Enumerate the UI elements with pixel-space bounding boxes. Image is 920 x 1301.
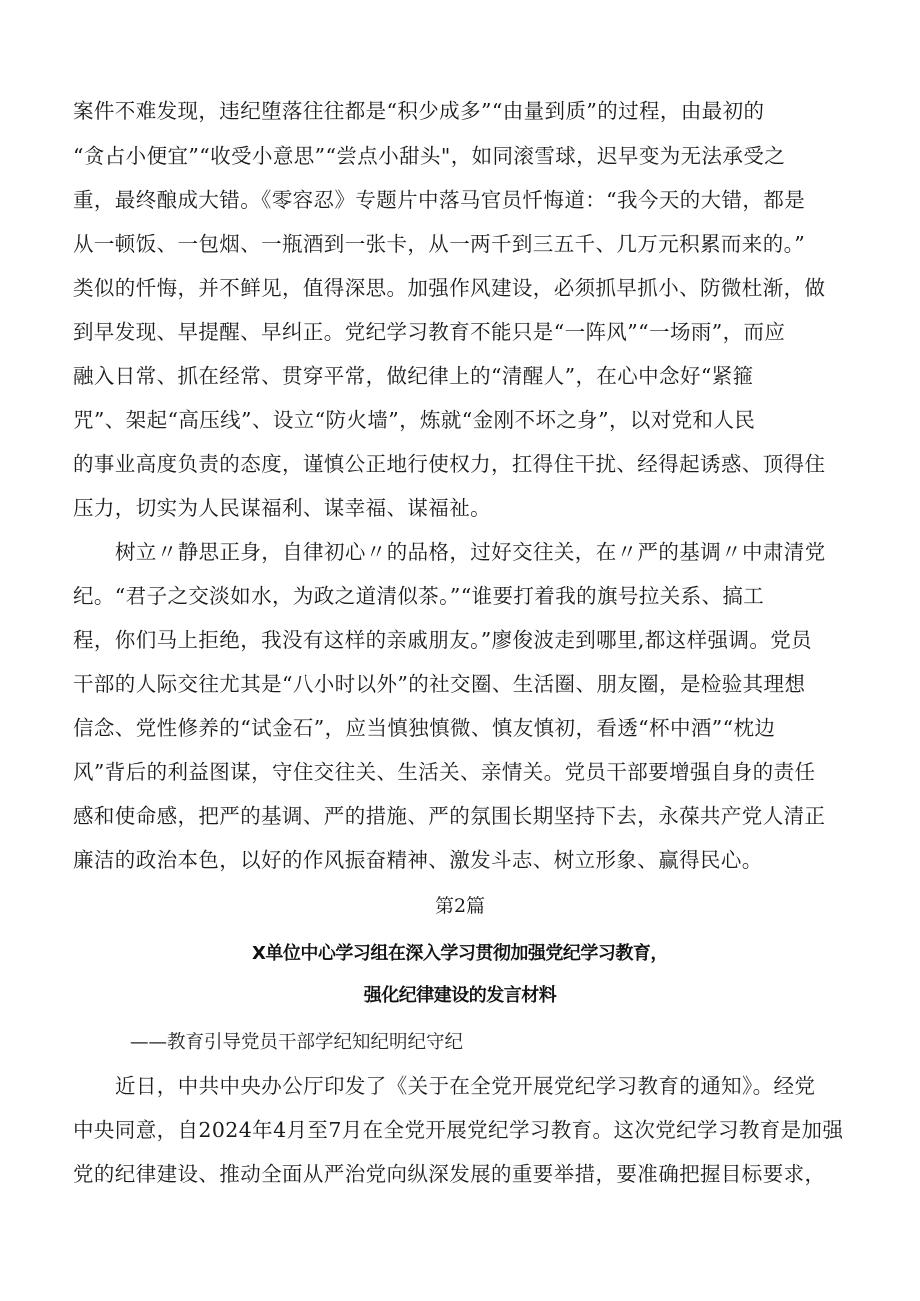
paragraph-line: 融入日常、抓在经常、贯穿平常，做纪律上的“清醒人”，在心中念好“紧箍 (73, 364, 754, 388)
paragraph-line: 压力，切实为人民谋福利、谋幸福、谋福祉。 (73, 496, 491, 520)
paragraph-line: 的事业高度负责的态度，谨慎公正地行使权力，扛得住干扰、经得起诱惑、顶得住 (73, 452, 826, 476)
paragraph-line: 干部的人际交往尤其是“八小时以外”的社交圈、生活圈、朋友圈，是检验其理想 (73, 672, 806, 696)
paragraph-line: “贪占小便宜”“收受小意思”“尝点小甜头"，如同滚雪球，迟早变为无法承受之 (73, 144, 786, 168)
paragraph-line: 重，最终酿成大错。《零容忍》专题片中落马官员忏悔道：“我今天的大错，都是 (73, 188, 806, 212)
paragraph-line: 近日，中共中央办公厅印发了《关于在全党开展党纪学习教育的通知》。经党 (115, 1074, 816, 1098)
paragraph-line: 案件不难发现，违纪堕落往往都是“积少成多”“由量到质”的过程，由最初的 (73, 99, 765, 123)
article-title-line-1: X单位中心学习组在深入学习贯彻加强党纪学习教育， (252, 943, 668, 964)
paragraph-line: 党的纪律建设、推动全面从严治党向纵深发展的重要举措，要准确把握目标要求， (73, 1162, 826, 1186)
article-title-line-2: 强化纪律建设的发言材料 (363, 985, 557, 1006)
paragraph-line: 纪。“君子之交淡如水，为政之道清似茶。”“谁要打着我的旗号拉关系、搞工 (73, 584, 765, 608)
paragraph-line: 树立〃静思正身，自律初心〃的品格，过好交往关，在〃严的基调〃中肃清党 (115, 540, 826, 564)
paragraph-line: 到早发现、早提醒、早纠正。党纪学习教育不能只是“一阵风”“一场雨”，而应 (73, 320, 786, 344)
paragraph-line: 信念、党性修养的“试金石”，应当慎独慎微、慎友慎初，看透“杯中酒”“枕边 (73, 716, 776, 740)
paragraph-line: 中央同意，自2024年4月至7月在全党开展党纪学习教育。这次党纪学习教育是加强 (73, 1118, 844, 1142)
paragraph-line: 类似的忏悔，并不鲜见，值得深思。加强作风建设，必须抓早抓小、防微杜渐，做 (73, 276, 826, 300)
paragraph-line: 感和使命感，把严的基调、严的措施、严的氛围长期坚持下去，永葆共产党人清正 (73, 804, 826, 828)
paragraph-line: 从一顿饭、一包烟、一瓶酒到一张卡，从一两千到三五千、几万元积累而来的。” (73, 232, 806, 256)
section-label: 第2篇 (434, 895, 486, 917)
paragraph-line: 咒”、架起“高压线”、设立“防火墙”，炼就“金刚不坏之身”，以对党和人民 (73, 408, 756, 432)
paragraph-line: 风”背后的利益图谋，守住交往关、生活关、亲情关。党员干部要增强自身的责任 (73, 760, 816, 784)
article-subtitle: ——教育引导党员干部学纪知纪明纪守纪 (130, 1032, 464, 1053)
paragraph-line: 程，你们马上拒绝，我没有这样的亲戚朋友。”廖俊波走到哪里,都这样强调。党员 (73, 628, 813, 652)
paragraph-line: 廉洁的政治本色，以好的作风振奋精神、激发斗志、树立形象、赢得民心。 (73, 848, 763, 872)
